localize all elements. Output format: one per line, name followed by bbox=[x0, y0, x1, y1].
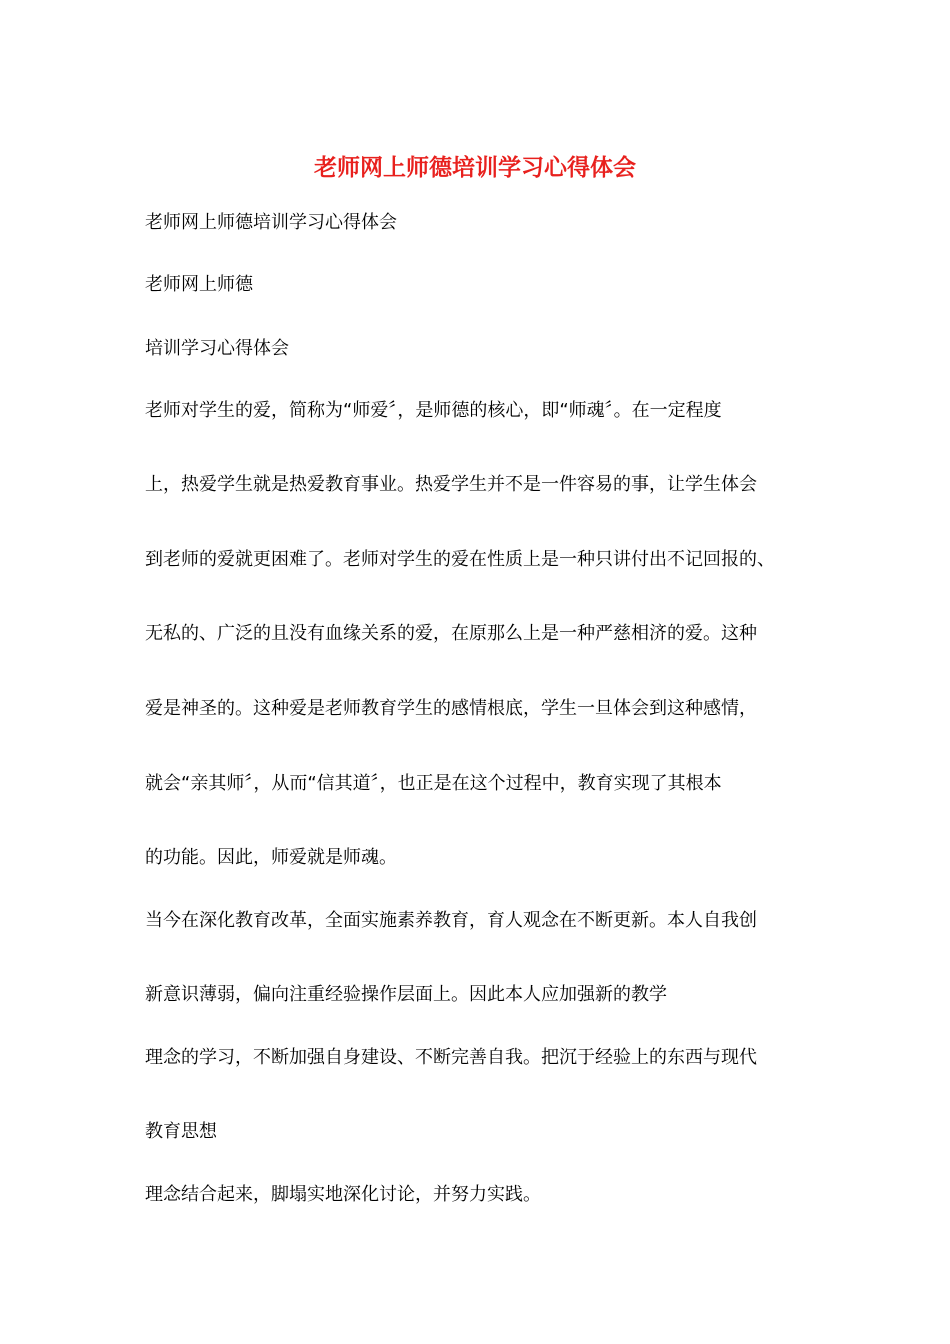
text-line: 就会“亲其师〞，从而“信其道〞，也正是在这个过程中，教育实现了其根本 bbox=[145, 773, 722, 794]
text-line: 理念的学习，不断加强自身建设、不断完善自我。把沉于经验上的东西与现代 bbox=[145, 1047, 757, 1068]
text-line-heading-2: 培训学习心得体会 bbox=[145, 338, 289, 359]
text-line: 当今在深化教育改革，全面实施素养教育，育人观念在不断更新。本人自我创 bbox=[145, 910, 757, 931]
text-line: 到老师的爱就更困难了。老师对学生的爱在性质上是一种只讲付出不记回报的、 bbox=[145, 549, 775, 570]
document-title: 老师网上师德培训学习心得体会 bbox=[314, 154, 636, 181]
text-line-subtitle: 老师网上师德培训学习心得体会 bbox=[145, 212, 397, 233]
text-line: 爱是神圣的。这种爱是老师教育学生的感情根底，学生一旦体会到这种感情， bbox=[145, 698, 757, 719]
text-line: 的功能。因此，师爱就是师魂。 bbox=[145, 847, 397, 868]
text-line: 理念结合起来，脚塌实地深化讨论，并努力实践。 bbox=[145, 1184, 541, 1205]
text-line: 上，热爱学生就是热爱教育事业。热爱学生并不是一件容易的事，让学生体会 bbox=[145, 474, 757, 495]
text-line: 教育思想 bbox=[145, 1121, 217, 1142]
text-line: 无私的、广泛的且没有血缘关系的爱，在原那么上是一种严慈相济的爱。这种 bbox=[145, 623, 757, 644]
text-line: 新意识薄弱，偏向注重经验操作层面上。因此本人应加强新的教学 bbox=[145, 984, 667, 1005]
text-line-heading-1: 老师网上师德 bbox=[145, 274, 253, 295]
text-line: 老师对学生的爱，简称为“师爱〞，是师德的核心，即“师魂〞。在一定程度 bbox=[145, 400, 722, 421]
